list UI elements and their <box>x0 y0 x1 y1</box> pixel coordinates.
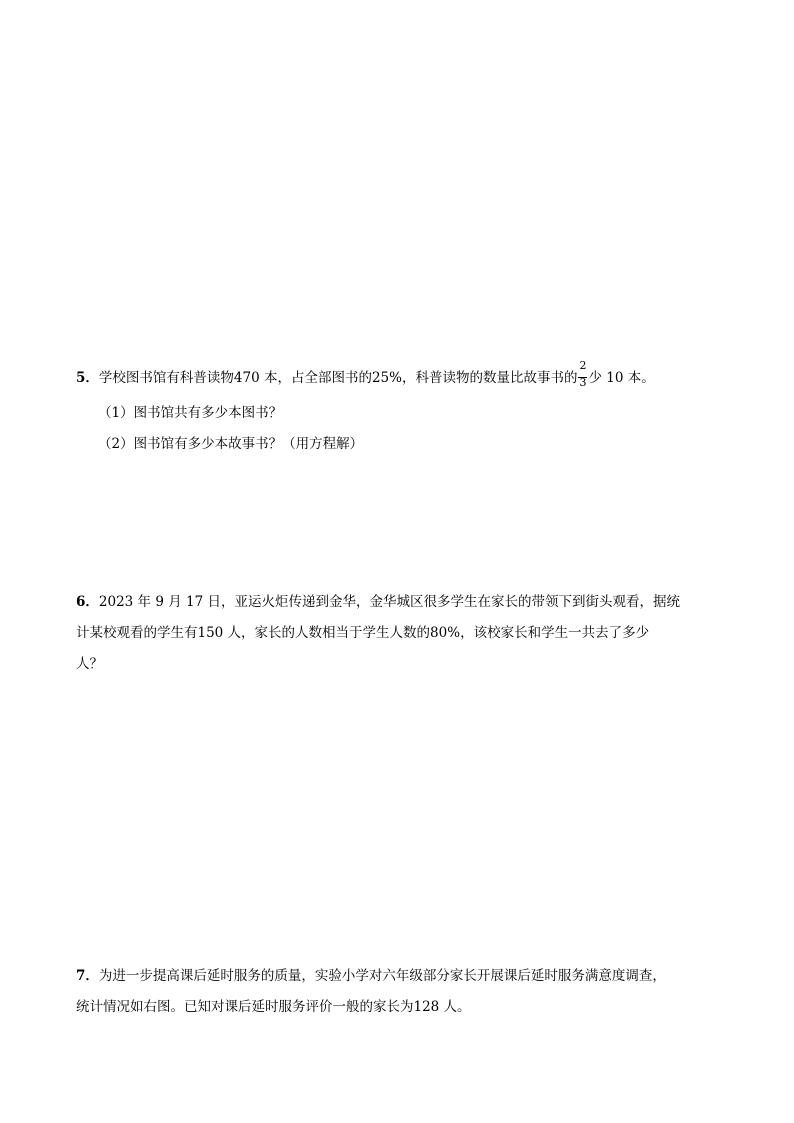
question-7-line-2: 统计情况如右图。已知对课后延时服务评价一般的家长为128 人。 <box>76 999 471 1015</box>
question-6-number: 6． <box>76 594 99 610</box>
fraction-numerator: 2 <box>579 359 587 372</box>
question-5-stem <box>76 359 655 389</box>
question-5-text-after: 少 10 本。 <box>588 370 655 386</box>
question-6-line-2: 计某校观看的学生有150 人，家长的人数相当于学生人数的80%，该校家长和学生一共去了多少 <box>76 625 650 641</box>
fraction-two-thirds <box>578 359 587 389</box>
question-6-line-1 <box>76 592 680 612</box>
question-7-number: 7． <box>76 968 99 984</box>
question-7-text-1: 为进一步提高课后延时服务的质量，实验小学对六年级部分家长开展课后延时服务满意度调查， <box>98 968 666 984</box>
question-5-sub-1: （1）图书馆共有多少本图书？ <box>98 405 283 421</box>
question-6-text-1: 2023 年 9 月 17 日，亚运火炬传递到金华，金华城区很多学生在家长的带领下到街头观看，据统 <box>98 594 680 610</box>
question-5-text-before: 学校图书馆有科普读物470 本，占全部图书的25%，科普读物的数量比故事书的 <box>98 370 578 386</box>
question-5-number: 5． <box>76 370 99 386</box>
question-6-line-3: 人？ <box>76 656 103 672</box>
question-7-line-1 <box>76 966 666 986</box>
fraction-denominator: 3 <box>579 376 587 389</box>
question-5-sub-2: （2）图书馆有多少本故事书？（用方程解） <box>98 436 364 452</box>
